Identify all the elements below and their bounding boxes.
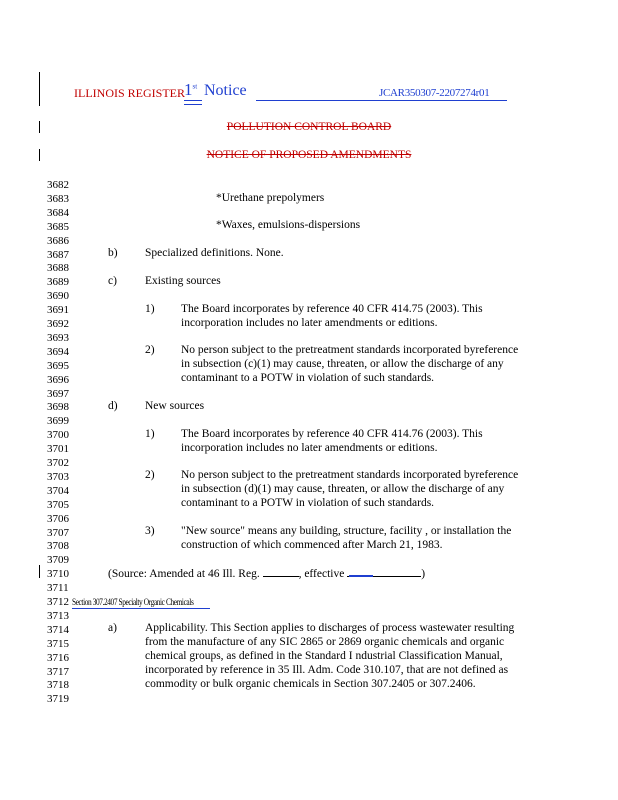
line-number: 3709 — [47, 554, 69, 567]
paragraph-label: 1) — [145, 428, 155, 440]
line-number: 3683 — [47, 192, 69, 205]
subsection-text: Specialized definitions. None. — [145, 247, 284, 259]
line-number: 3715 — [47, 637, 69, 650]
line-number: 3682 — [47, 179, 69, 191]
paragraph-line: in subsection (d)(1) may cause, threaten, or allow the discharge of any — [181, 483, 505, 495]
line-number: 3700 — [47, 429, 69, 442]
line-number: 3697 — [47, 387, 69, 400]
notice-type: NOTICE OF PROPOSED AMENDMENTS — [206, 149, 412, 161]
paragraph-label: 2) — [145, 469, 155, 481]
paragraph-line: "New source" means any building, structure, facility , or installation the — [181, 525, 512, 537]
effective-date-blank — [347, 566, 421, 577]
paragraph-line: No person subject to the pretreatment standards incorporated byreference — [181, 469, 519, 481]
subsection-label: d) — [108, 400, 118, 412]
line-number: 3686 — [47, 234, 69, 247]
line-number: 3705 — [47, 498, 69, 511]
line-number: 3713 — [47, 609, 69, 622]
change-bar — [39, 565, 40, 578]
paragraph-line: No person subject to the pretreatment standards incorporated byreference — [181, 344, 519, 356]
list-item: *Waxes, emulsions-dispersions — [216, 219, 361, 231]
line-number: 3716 — [47, 651, 69, 664]
subsection-label: b) — [108, 247, 118, 259]
line-number: 3707 — [47, 526, 69, 539]
line-number: 3718 — [47, 679, 69, 692]
line-number: 3685 — [47, 220, 69, 233]
subsection-text: Existing sources — [145, 275, 221, 287]
double-underline — [184, 100, 202, 101]
line-number: 3690 — [47, 290, 69, 303]
line-number: 3703 — [47, 470, 69, 483]
document-id: JCAR350307-2207274r01 — [379, 87, 490, 99]
paragraph-line: contaminant to a POTW in violation of such standards. — [181, 372, 435, 384]
paragraph-line: The Board incorporates by reference 40 CFR 414.76 (2003). This — [181, 428, 483, 440]
subsection-text: New sources — [145, 400, 205, 412]
line-number: 3699 — [47, 415, 69, 428]
line-number: 3696 — [47, 373, 69, 386]
line-number: 3687 — [47, 248, 69, 261]
line-number: 3712 — [47, 596, 69, 608]
change-bar — [39, 72, 40, 106]
agency-name: POLLUTION CONTROL BOARD — [226, 121, 392, 133]
header-rule — [256, 100, 507, 101]
line-number: 3702 — [47, 457, 69, 469]
source-prefix: (Source: Amended at 46 Ill. Reg. — [108, 568, 263, 580]
line-number: 3694 — [47, 345, 69, 358]
paragraph-line: from the manufacture of any SIC 2865 or 2869 organic chemicals and organic — [145, 636, 505, 648]
register-title: ILLINOIS REGISTER — [74, 86, 185, 100]
reg-volume-blank — [263, 566, 299, 577]
notice-label: Notice — [204, 82, 247, 99]
line-number: 3698 — [47, 401, 69, 414]
line-number: 3708 — [47, 540, 69, 553]
line-number: 3684 — [47, 206, 69, 219]
paragraph-line: in subsection (c)(1) may cause, threaten, or allow the discharge of any — [181, 358, 504, 370]
paragraph-line: Applicability. This Section applies to discharges of process wastewater resulting — [145, 622, 515, 634]
line-number: 3711 — [47, 582, 69, 595]
line-number: 3706 — [47, 512, 69, 525]
list-item: *Urethane prepolymers — [216, 192, 325, 204]
source-suffix: ) — [421, 568, 426, 580]
paragraph-line: contaminant to a POTW in violation of such standards. — [181, 497, 435, 509]
line-number: 3689 — [47, 276, 69, 289]
line-number: 3693 — [47, 331, 69, 344]
paragraph-label: 2) — [145, 344, 155, 356]
section-heading-underline — [72, 608, 210, 609]
edition-superscript: st — [192, 82, 198, 91]
paragraph-line: incorporation includes no later amendments or editions. — [181, 442, 438, 454]
paragraph-label: 3) — [145, 525, 155, 537]
edition-number: 1 — [184, 80, 193, 99]
subsection-label: a) — [108, 622, 117, 634]
source-mid: , effective — [298, 568, 348, 580]
paragraph-line: The Board incorporates by reference 40 CFR 414.75 (2003). This — [181, 303, 483, 315]
line-number: 3692 — [47, 318, 69, 330]
paragraph-line: commodity or bulk organic chemicals in Section 307.2405 or 307.2406. — [145, 678, 476, 690]
double-underline — [184, 104, 202, 105]
paragraph-label: 1) — [145, 303, 155, 315]
source-note — [108, 566, 425, 581]
line-number: 3710 — [47, 568, 69, 581]
line-number: 3688 — [47, 262, 69, 275]
line-number: 3719 — [47, 693, 69, 706]
line-number: 3714 — [47, 623, 69, 636]
subsection-label: c) — [108, 275, 117, 287]
line-number: 3691 — [47, 304, 69, 317]
section-heading: Section 307.2407 Specialty Organic Chemicals — [72, 597, 194, 607]
edition-mark — [184, 80, 197, 100]
line-number: 3701 — [47, 443, 69, 456]
paragraph-line: incorporation includes no later amendments or editions. — [181, 317, 438, 329]
line-number: 3717 — [47, 665, 69, 678]
paragraph-line: incorporated by reference in 35 Ill. Adm. Code 310.107, that are not defined as — [145, 664, 509, 676]
line-number: 3695 — [47, 359, 69, 372]
paragraph-line: chemical groups, as defined in the Standard I ndustrial Classification Manual, — [145, 650, 503, 662]
paragraph-line: construction of which commenced after March 21, 1983. — [181, 539, 443, 551]
line-number: 3704 — [47, 484, 69, 497]
